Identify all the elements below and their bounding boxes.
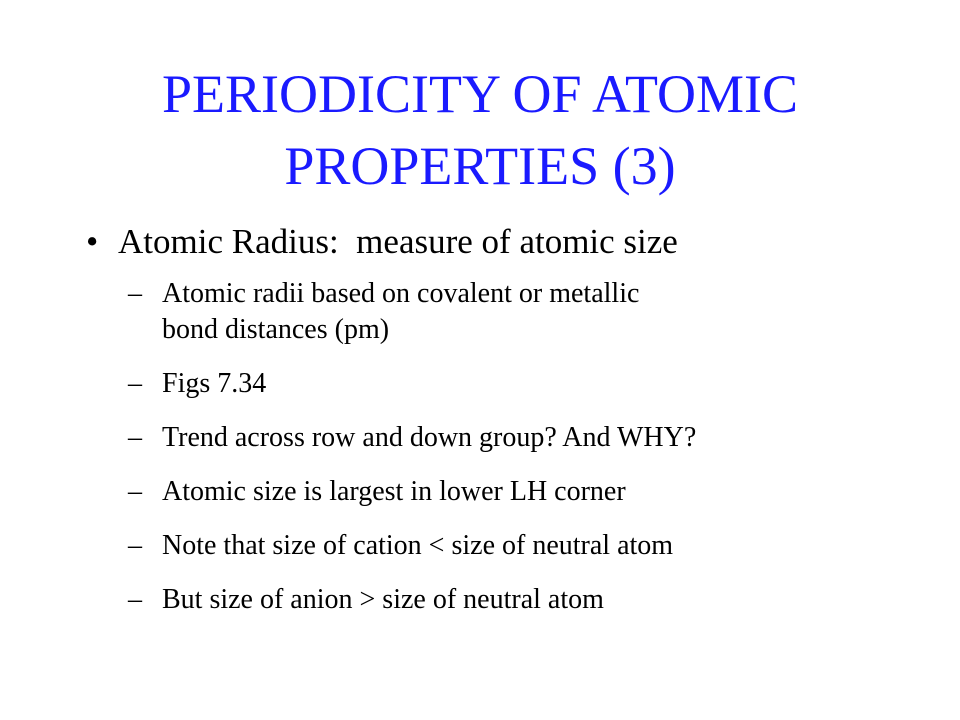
bullet-marker: • [86,222,99,261]
sub-bullet-1-line-1: Atomic radii based on covalent or metallic [162,278,640,309]
dash-marker: – [128,368,142,399]
slide-body [86,218,926,636]
slide-title [60,58,900,202]
sub-bullet-6-text: But size of anion > size of neutral atom [162,584,604,615]
sub-bullet-5-text: Note that size of cation < size of neutral atom [162,530,674,561]
dash-marker: – [128,530,142,561]
sub-bullet-1 [128,276,926,348]
dash-marker: – [128,422,142,453]
sub-bullet-1-line-2: bond distances (pm) [162,314,390,345]
slide-title-line-2: PROPERTIES (3) [284,136,676,196]
sub-bullet-4-text: Atomic size is largest in lower LH corner [162,476,626,507]
main-bullet [86,218,926,266]
sub-bullet-6 [128,582,926,618]
sub-bullet-3 [128,420,926,456]
sub-bullet-list [86,276,926,618]
sub-bullet-3-text: Trend across row and down group? And WHY? [162,422,697,453]
sub-bullet-4 [128,474,926,510]
sub-bullet-2 [128,366,926,402]
sub-bullet-2-text: Figs 7.34 [162,368,267,399]
dash-marker: – [128,278,142,309]
dash-marker: – [128,476,142,507]
dash-marker: – [128,584,142,615]
main-bullet-text: Atomic Radius: measure of atomic size [118,222,678,261]
sub-bullet-5 [128,528,926,564]
slide-title-line-1: PERIODICITY OF ATOMIC [161,64,799,124]
